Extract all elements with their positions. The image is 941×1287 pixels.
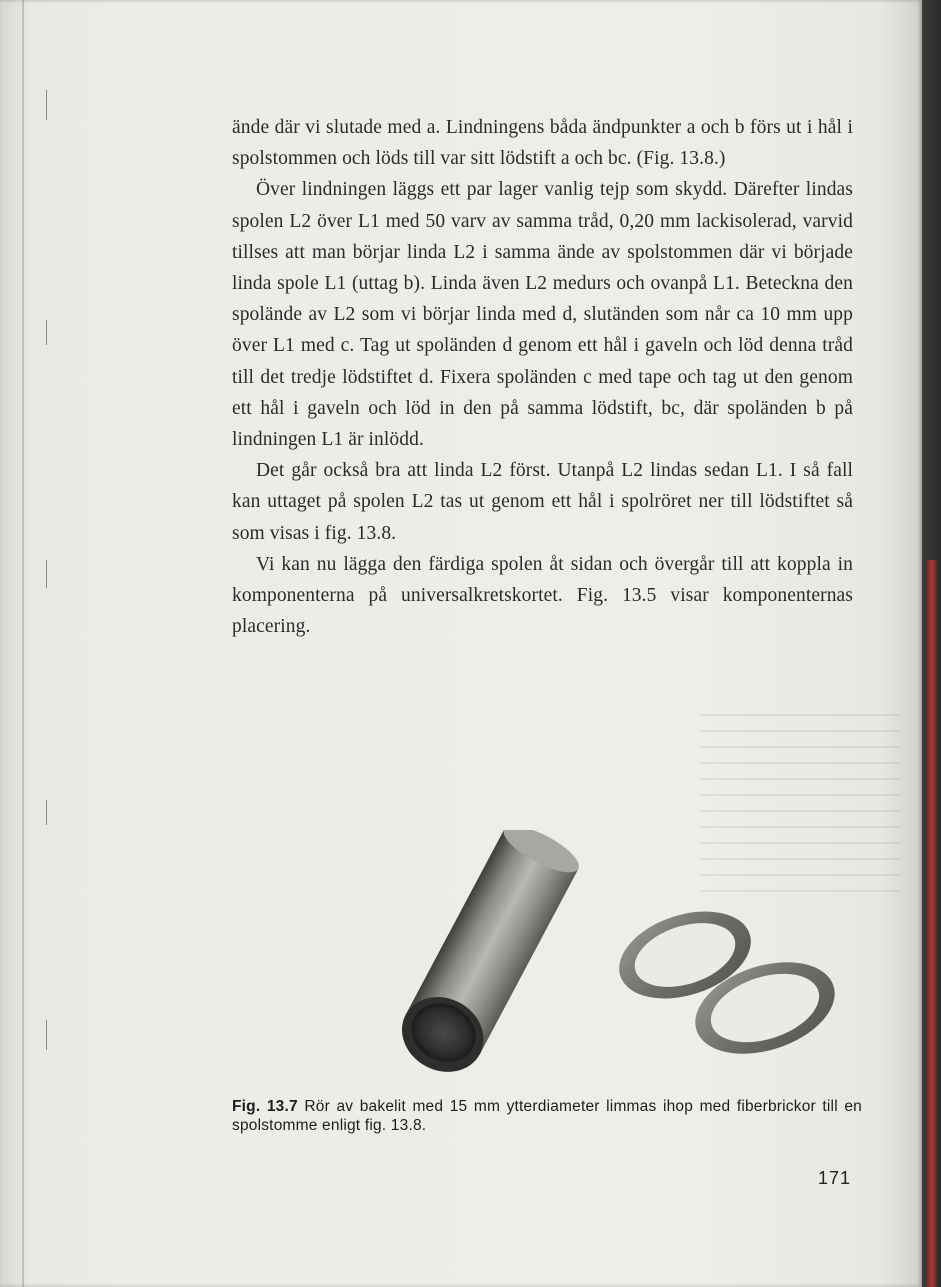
- coil-form-photo: [390, 830, 850, 1080]
- figure-label: Fig. 13.7: [232, 1098, 298, 1115]
- bakelite-tube: [390, 830, 585, 1080]
- page-gutter: [22, 0, 24, 1287]
- binding-mark: [46, 800, 47, 825]
- paragraph-4: Vi kan nu lägga den färdiga spolen åt sidan och övergår till att koppla in komponenterna på universalkretskortet. Fig. 13.5 visar komponenternas placering.: [232, 553, 853, 638]
- book-cover-spine: [927, 560, 937, 1287]
- page-number: 171: [818, 1168, 852, 1188]
- binding-mark: [46, 1020, 47, 1050]
- figure-caption: [232, 1097, 862, 1135]
- figure-caption-text: Rör av bakelit med 15 mm ytterdiameter limmas ihop med fiberbrickor till en spolstomme enligt fig. 13.8.: [232, 1098, 862, 1134]
- binding-mark: [46, 90, 47, 120]
- binding-mark: [46, 320, 47, 345]
- paragraph-2: Över lindningen läggs ett par lager vanlig tejp som skydd. Därefter lindas spolen L2 över L1 med 50 varv av samma tråd, 0,20 mm lackisolerad, varvid tillses att man börjar linda L2 i samma ände av spolstommen där vi började linda spole L1 (uttag b). Linda även L2 medurs och ovanpå L1. Beteckna den spolände av L2 som vi börjar linda med d, slutänden som når ca 10 mm upp över L1 med c. Tag ut spoländen d genom ett hål i gaveln och löd denna tråd till det tredje lödstiftet d. Fixera spoländen c med tape och tag ut den genom ett hål i gaveln och löd in den på samma lödstift, bc, där spoländen b på lindningen L1 är inlödd.: [232, 179, 853, 451]
- paragraph-1: ände där vi slutade med a. Lindningens båda ändpunkter a och b förs ut i hål i spolstommen och löds till var sitt lödstift a och bc. (Fig. 13.8.): [232, 117, 853, 170]
- binding-mark: [46, 560, 47, 588]
- paragraph-3: Det går också bra att linda L2 först. Utanpå L2 lindas sedan L1. I så fall kan uttaget på spolen L2 tas ut genom ett hål i spolröret ner till lödstiftet så som visas i fig. 13.8.: [232, 460, 853, 544]
- body-text: [232, 112, 853, 642]
